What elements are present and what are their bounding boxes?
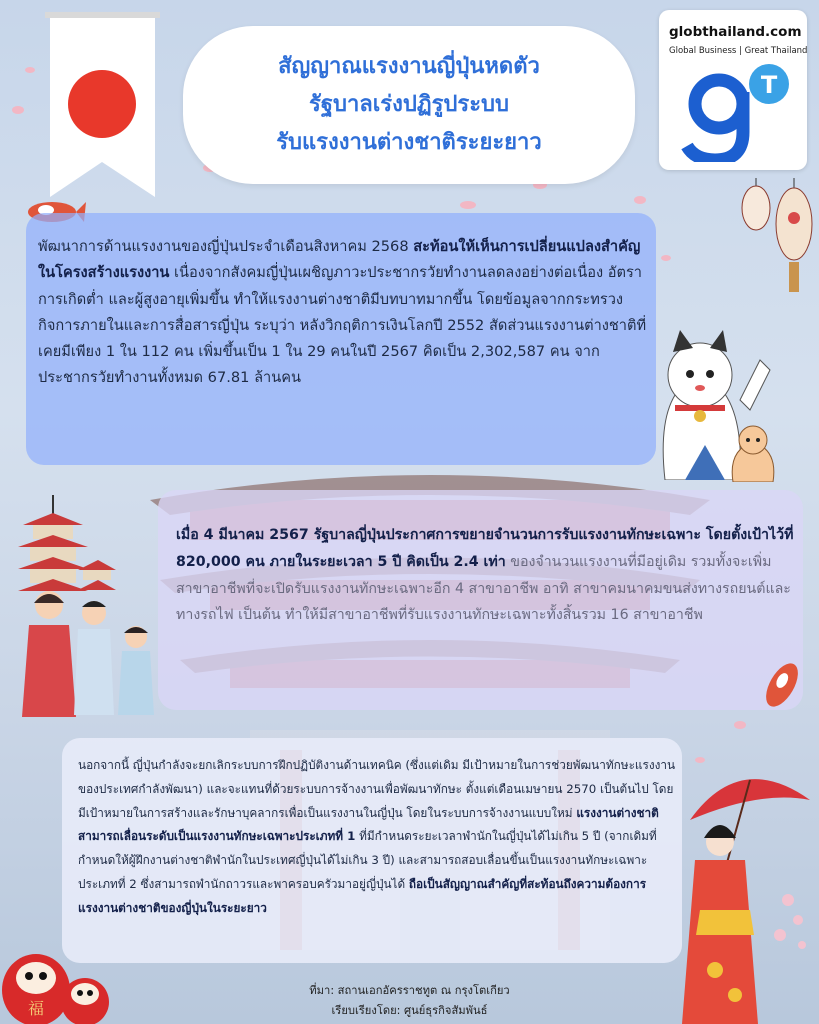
g-mark-icon <box>677 62 797 162</box>
title-line-3: รับแรงงานต่างชาติระยะยาว <box>276 130 542 155</box>
koi-fish-right-icon <box>752 655 810 715</box>
paragraph-1 <box>38 234 648 392</box>
logo-site-name: globthailand.com <box>669 24 802 40</box>
title-line-1: สัญญาณแรงงานญี่ปุ่นหดตัว <box>278 54 540 79</box>
paragraph-1-text-b: เนื่องจากสังคมญี่ปุ่นเผชิญภาวะประชากรวัยทำงานลดลงอย่างต่อเนื่อง อัตราการเกิดต่ำ และผู้สูงอายุเพิ่มขึ้น ทำให้แรงงานต่างชาติมีบทบาทมากขึ้น โดยข้อมูลจากกระทรวงกิจการภายในและการสื่อสารญี่ปุ่น ระบุว่า หลังวิกฤติการเงินโลกปี 2552 สัดส่วนแรงงานต่างชาติที่เคยมีเพียง 1 ใน 112 คน เพิ่มขึ้นเป็น 1 ใน 29 คนในปี 2567 คิดเป็น 2,302,587 คน จากประชากรวัยทำงานทั้งหมด 67.81 ล้านคน <box>38 264 647 387</box>
compiled-by-credit: เรียบเรียงโดย: ศูนย์ธุรกิจสัมพันธ์ <box>331 1004 488 1017</box>
paragraph-2 <box>176 522 796 629</box>
paragraph-2-highlight: เมื่อ 4 มีนาคม 2567 รัฐบาลญี่ปุ่นประกาศการขยายจำนวนการรับแรงงานทักษะเฉพาะ โดยตั้งเป้าไว้ที่ 820,000 คน ภายในระยะเวลา 5 ปี คิดเป็น 2.4 เท่า <box>176 527 794 570</box>
lucky-cat-small-icon <box>728 420 778 482</box>
japan-flag-icon <box>45 12 160 202</box>
paragraph-1-text-a: พัฒนาการด้านแรงงานของญี่ปุ่นประจำเดือนสิงหาคม 2568 <box>38 238 414 255</box>
paragraph-3-text-a: นอกจากนี้ ญี่ปุ่นกำลังจะยกเลิกระบบการฝึกปฏิบัติงานด้านเทคนิค (ซึ่งแต่เดิม มีเป้าหมายในการช่วยพัฒนาทักษะแรงงานของประเทศกำลังพัฒนา) และจะแทนที่ด้วยระบบการจ้างงานเพื่อพัฒนาทักษะ ตั้งแต่เดือนเมษายน 2570 เป็นต้นไป โดยมีเป้าหมายในการสร้างและรักษาบุคลากรเพื่อเป็นแรงงานในญี่ปุ่น โดยในระบบการจ้างงานแบบใหม่ <box>78 758 676 820</box>
paragraph-2-text: ของจำนวนแรงงานที่มีอยู่เดิม รวมทั้งจะเพิ่มสาขาอาชีพที่จะเปิดรับแรงงานทักษะเฉพาะอีก 4 สาขาอาชีพ อาทิ สาขาคมนาคมขนส่งทางรถยนต์และทางรถไฟ เป็นต้น ทำให้มีสาขาอาชีพที่รับแรงงานทักษะเฉพาะทั้งสิ้นรวม 16 สาขาอาชีพ <box>176 553 791 624</box>
paragraph-3-text-b: ที่มีกำหนดระยะเวลาพำนักในญี่ปุ่นได้ไม่เกิน 5 ปี (จากเดิมที่กำหนดให้ผู้ฝึกงานต่างชาติพำนักในประเทศญี่ปุ่นได้ไม่เกิน 3 ปี) และสามารถสอบเลื่อนขึ้นเป็นแรงงานทักษะเฉพาะประเภทที่ 2 ซึ่งสามารถพำนักถาวรและพาครอบครัวมาอยู่ญี่ปุ่นได้ <box>78 829 657 891</box>
paragraph-3 <box>78 754 678 921</box>
logo-badge: T <box>760 71 778 99</box>
logo-tagline: Global Business | Great Thailand <box>669 46 808 56</box>
title-banner <box>183 26 635 184</box>
title-line-2: รัฐบาลเร่งปฏิรูประบบ <box>309 92 509 117</box>
paper-lantern-icon <box>736 178 814 298</box>
kimono-family-icon <box>14 585 174 725</box>
globthailand-logo[interactable] <box>659 10 807 170</box>
daruma-char: 福 <box>27 999 45 1018</box>
paragraph-1-highlight: สะท้อนให้เห็นการเปลี่ยนแปลงสำคัญในโครงสร้างแรงงาน <box>38 238 641 282</box>
source-credit: ที่มา: สถานเอกอัครราชทูต ณ กรุงโตเกียว <box>309 984 510 997</box>
paragraph-3-highlight-2: ถือเป็นสัญญาณสำคัญที่สะท้อนถึงความต้องการแรงงานต่างชาติของญี่ปุ่นในระยะยาว <box>78 876 647 915</box>
paragraph-3-highlight-1: แรงงานต่างชาติสามารถเลื่อนระดับเป็นแรงงานทักษะเฉพาะประเภทที่ 1 <box>78 805 659 844</box>
